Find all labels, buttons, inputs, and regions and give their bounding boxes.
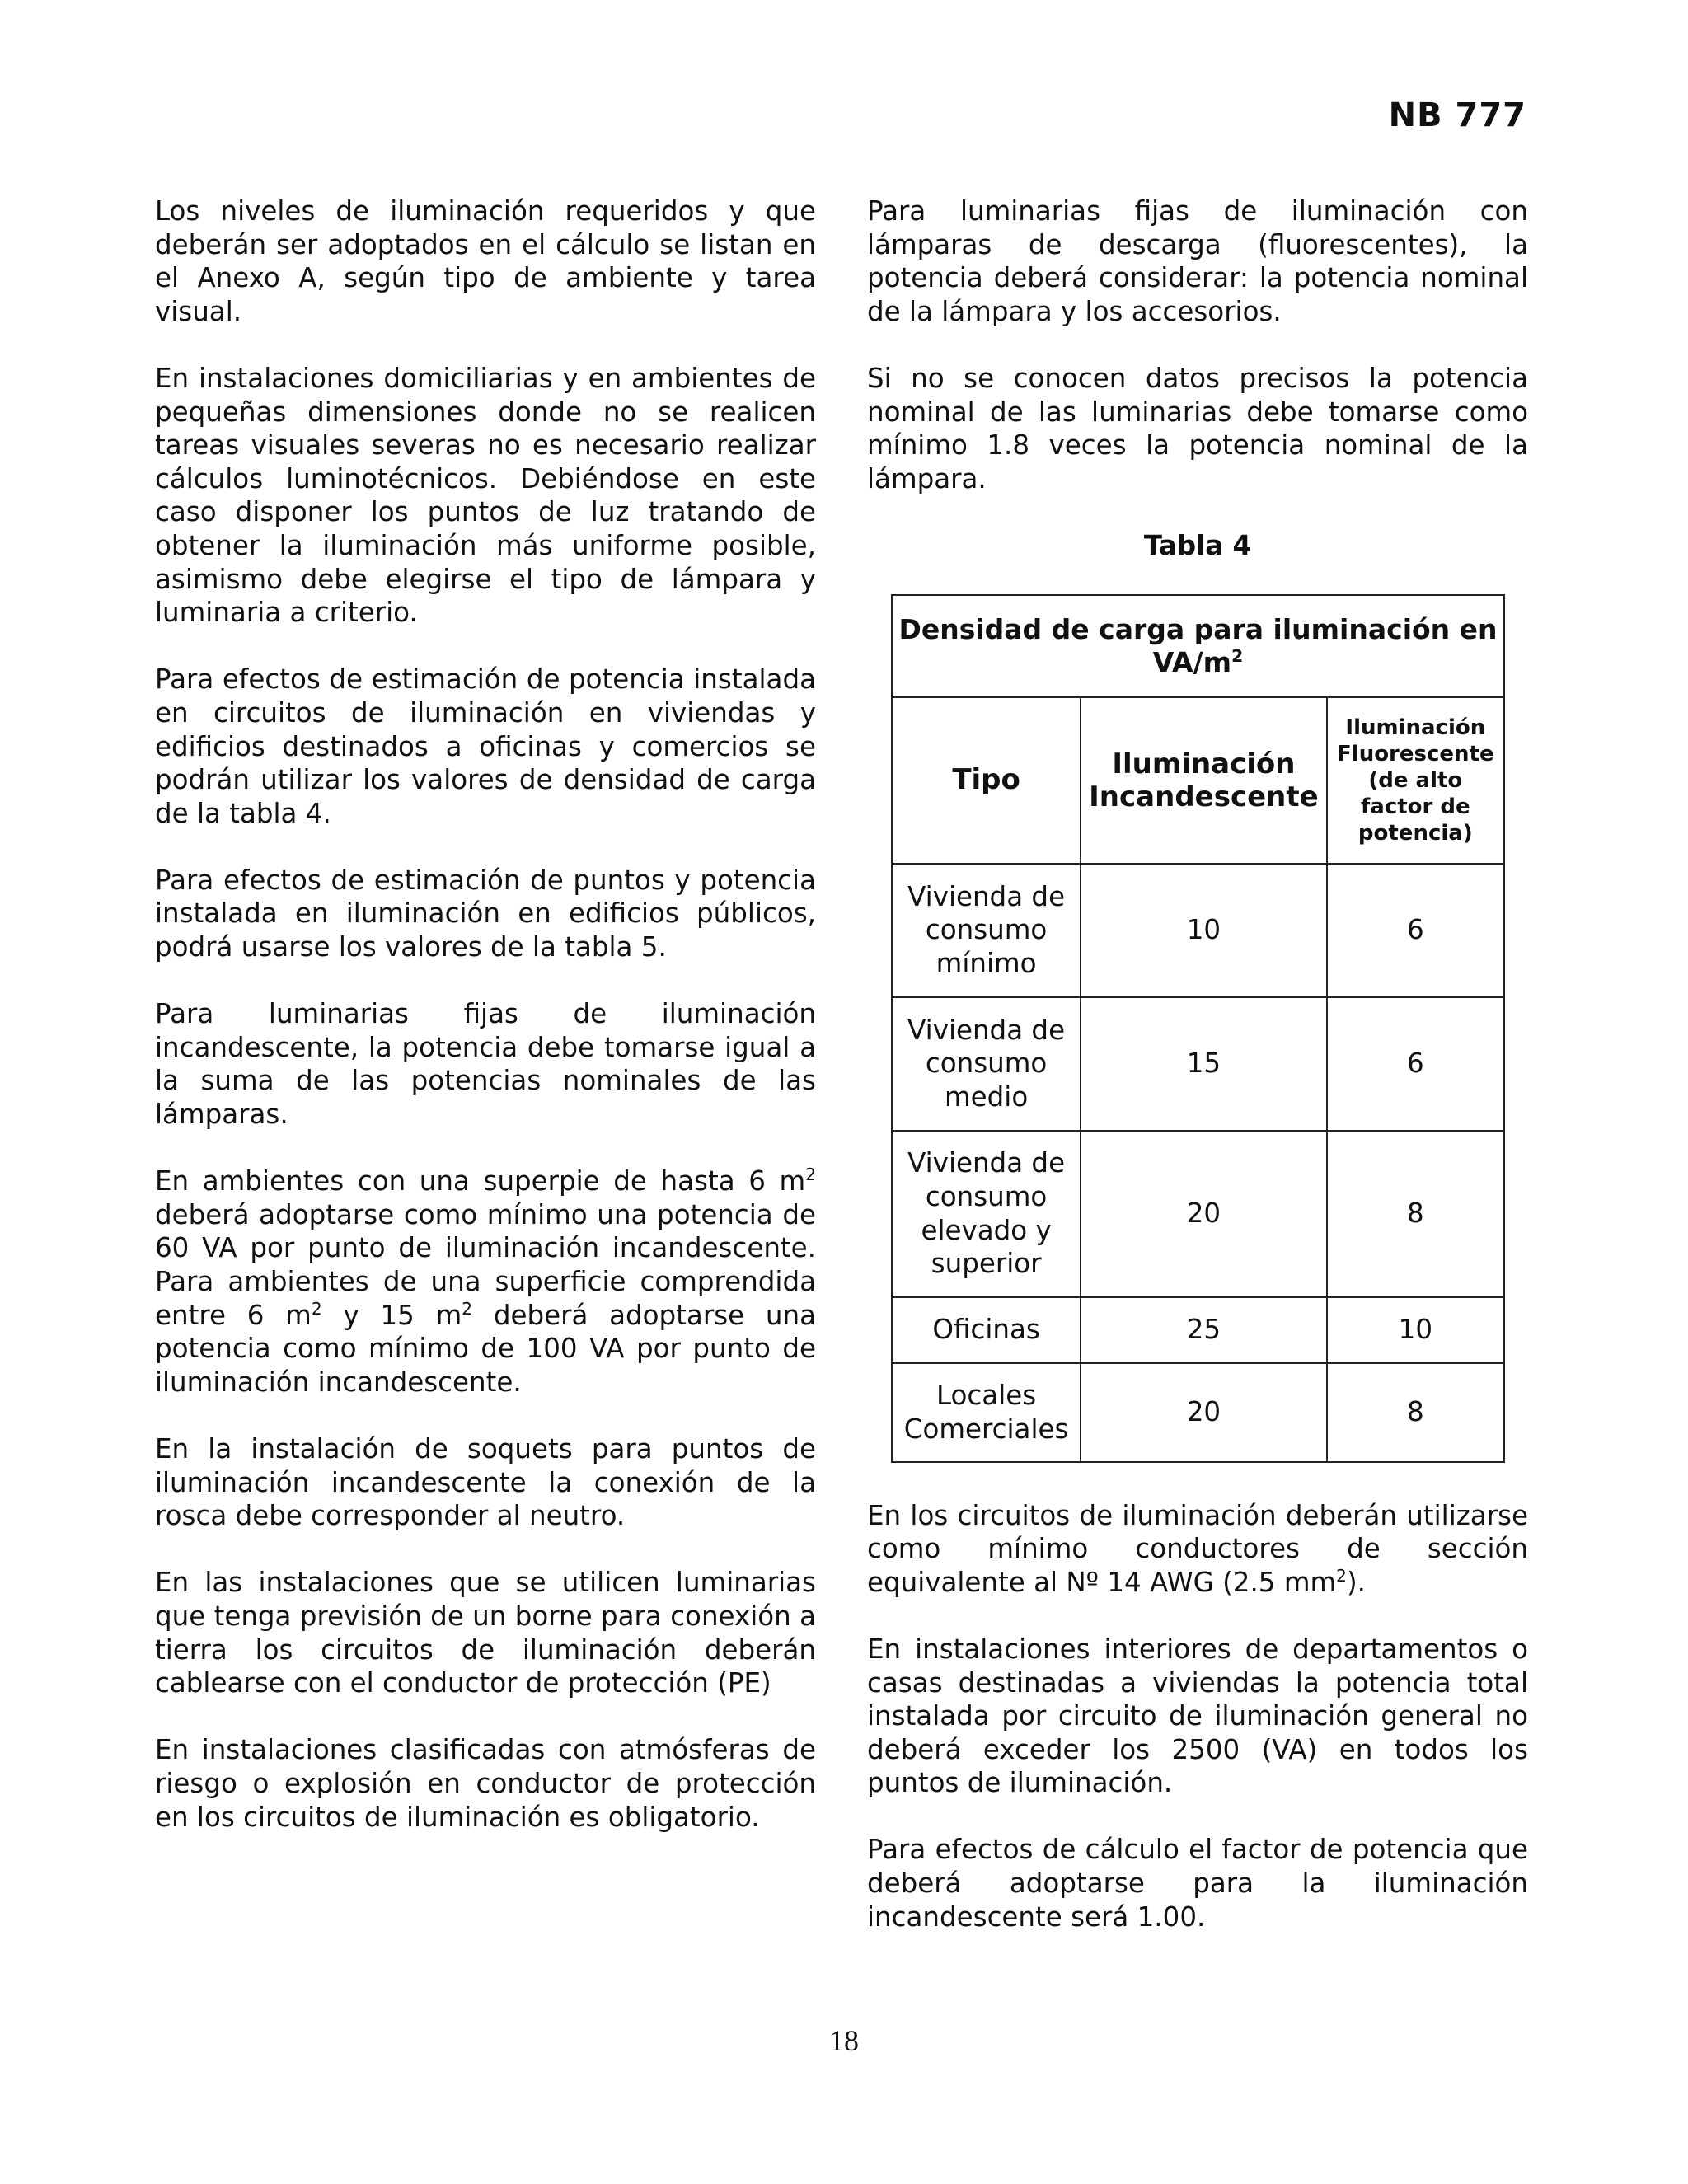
paragraph: En instalaciones interiores de departamentos o casas destinadas a viviendas la potencia total instalada por circuito de iluminación general no deberá exceder los 2500 (VA) en todos los puntos de iluminación. bbox=[867, 1633, 1528, 1799]
cell-incandescente: 20 bbox=[1081, 1363, 1326, 1462]
table-caption: Densidad de carga para iluminación en $VA/m^2$ bbox=[892, 595, 1504, 697]
paragraph: En las instalaciones que se utilicen luminarias que tenga previsión de un borne para conexión a tierra los circuitos de iluminación deberán cablearse con el conductor de protección (PE) bbox=[155, 1567, 816, 1699]
column-header-fluorescente: Iluminación Fluorescente (de alto factor de potencia) bbox=[1327, 697, 1504, 864]
paragraph-area-rules: En ambientes con una superpie de hasta 6 $m^2$ deberá adoptarse como mínimo una potencia de 60 VA por punto de iluminación incandescente. Para ambientes de una superficie comprendida entre 6 $m^2$ y 15 $m^2$ deberá adoptarse una potencia como mínimo de 100 VA por punto de iluminación incandescente. bbox=[155, 1165, 817, 1398]
cell-fluorescente: 6 bbox=[1327, 997, 1504, 1131]
cell-tipo: Vivienda de consumo medio bbox=[892, 997, 1081, 1131]
document-code: NB 777 bbox=[1388, 96, 1526, 134]
cell-tipo: Locales Comerciales bbox=[892, 1363, 1081, 1462]
table-row bbox=[892, 1297, 1504, 1363]
table-row bbox=[892, 1131, 1504, 1297]
paragraph: Los niveles de iluminación requeridos y que deberán ser adoptados en el cálculo se listan en el Anexo A, según tipo de ambiente y tarea visual. bbox=[155, 195, 816, 327]
paragraph: Para luminarias fijas de iluminación incandescente, la potencia debe tomarse igual a la suma de las potencias nominales de las lámparas. bbox=[155, 998, 816, 1131]
cell-tipo: Oficinas bbox=[892, 1297, 1081, 1363]
column-header-tipo: Tipo bbox=[892, 697, 1081, 864]
paragraph-conductor: En los circuitos de iluminación deberán utilizarse como mínimo conductores de sección equivalente al Nº 14 AWG (2.5 $mm^2$). bbox=[867, 1499, 1528, 1598]
right-column bbox=[867, 194, 1528, 1967]
cell-fluorescente: 6 bbox=[1327, 864, 1504, 997]
table-row bbox=[892, 1363, 1504, 1462]
page-number: 18 bbox=[829, 2024, 859, 2057]
cell-tipo: Vivienda de consumo mínimo bbox=[892, 864, 1081, 997]
cell-incandescente: 15 bbox=[1081, 997, 1326, 1131]
table-row bbox=[892, 997, 1504, 1131]
load-density-table bbox=[891, 594, 1505, 1463]
cell-fluorescente: 8 bbox=[1327, 1363, 1504, 1462]
paragraph: Para efectos de cálculo el factor de potencia que deberá adoptarse para la iluminación incandescente será 1.00. bbox=[867, 1834, 1528, 1933]
paragraph: Para efectos de estimación de puntos y potencia instalada en iluminación en edificios públicos, podrá usarse los valores de la tabla 5. bbox=[155, 864, 816, 963]
paragraph: Para luminarias fijas de iluminación con lámparas de descarga (fluorescentes), la potencia deberá considerar: la potencia nominal de la lámpara y los accesorios. bbox=[867, 195, 1528, 327]
table-title: Tabla 4 bbox=[1143, 529, 1252, 561]
cell-incandescente: 25 bbox=[1081, 1297, 1326, 1363]
cell-incandescente: 20 bbox=[1081, 1131, 1326, 1297]
paragraph: En instalaciones domiciliarias y en ambientes de pequeñas dimensiones donde no se realicen tareas visuales severas no es necesario realizar cálculos luminotécnicos. Debiéndose en este caso disponer los puntos de luz tratando de obtener la iluminación más uniforme posible, asimismo debe elegirse el tipo de lámpara y luminaria a criterio. bbox=[155, 362, 816, 629]
cell-tipo: Vivienda de consumo elevado y superior bbox=[892, 1131, 1081, 1297]
column-header-incandescente: Iluminación Incandescente bbox=[1081, 697, 1326, 864]
paragraph: Para efectos de estimación de potencia instalada en circuitos de iluminación en viviendas y edificios destinados a oficinas y comercios se podrán utilizar los valores de densidad de carga de la tabla 4. bbox=[155, 663, 816, 829]
left-column bbox=[155, 194, 816, 1868]
table-row bbox=[892, 864, 1504, 997]
paragraph: En instalaciones clasificadas con atmósferas de riesgo o explosión en conductor de protección en los circuitos de iluminación es obligatorio. bbox=[155, 1734, 816, 1833]
paragraph: Si no se conocen datos precisos la potencia nominal de las luminarias debe tomarse como mínimo 1.8 veces la potencia nominal de la lámpara. bbox=[867, 362, 1528, 494]
cell-fluorescente: 8 bbox=[1327, 1131, 1504, 1297]
cell-incandescente: 10 bbox=[1081, 864, 1326, 997]
cell-fluorescente: 10 bbox=[1327, 1297, 1504, 1363]
paragraph: En la instalación de soquets para puntos de iluminación incandescente la conexión de la rosca debe corresponder al neutro. bbox=[155, 1432, 816, 1532]
